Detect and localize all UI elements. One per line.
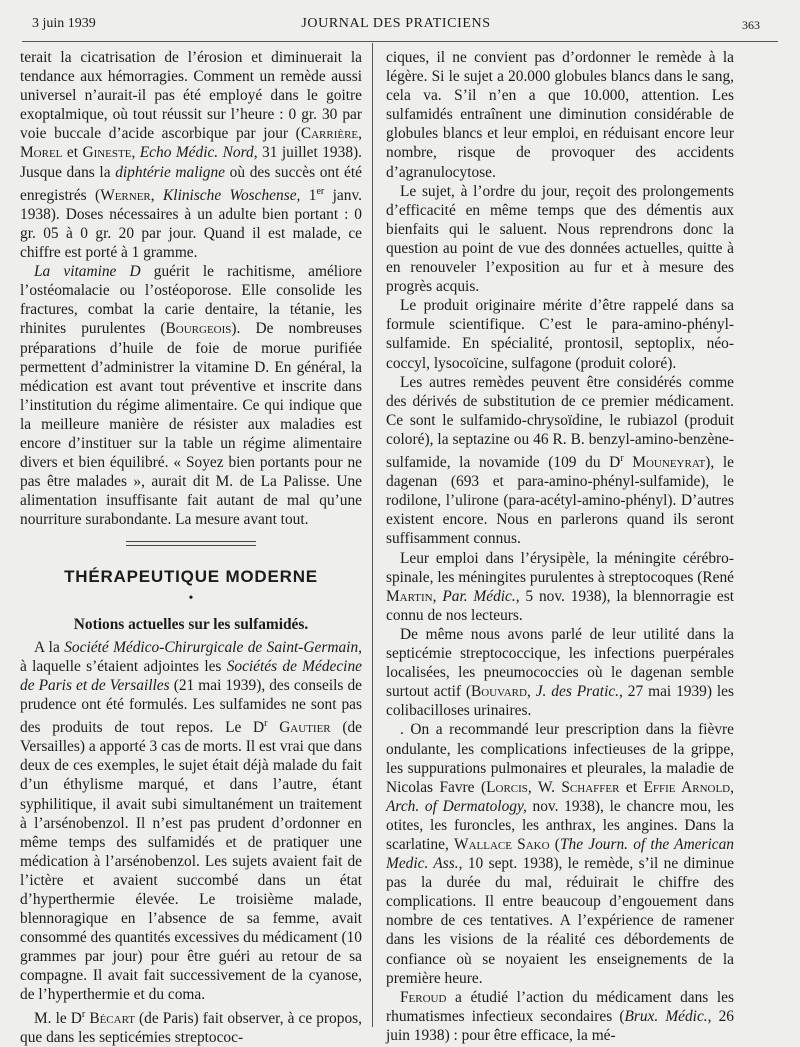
paragraph: A la Société Médico-Chirurgicale de Saint-Germain, à laquelle s’étaient adjointes les Sociétés de Médecine de Paris et de Versailles (21 mai 1939), des conseils de prudence ont été formulés. Les sulfamides ne sont pas des produits de tout repos. Le $D^r$ Gautier (de Versailles) a apporté 3 cas de morts. Il est vrai que dans deux de ces exemples, le sujet était déjà malade du fait d’un éthylisme marqué, et dans l’autre, étant syphilitique, il avait subi simultanément un traitement à l’arsénobenzol. Il n’est pas prudent d’ordonner en même temps des sulfamidés et de pratiquer une médication à l’arsénobenzol. Les sujets avaient fait de l’ictère et avaient succombé dans un état d’hyperthermie élevée. Le troisième malade, blennoragique en l’absence de sa femme, avait consommé des quantités excessives du médicament (10 grammes par jour) pour être guéri au retour de sa compagne. Il avait fait successivement de la cyanose, de l’hyperthermie et du coma. bbox=[20, 638, 362, 1004]
paragraph: terait la cicatrisation de l’érosion et diminuerait la tendance aux hémorragies. Comment un remède aussi universel n’aurait-il pas été employé dans le goitre exoptalmique, où tout réussit sur l’heure : 0 gr. 30 par voie buccale d’acide ascorbique par jour (Carrière, Morel et Gineste, Echo Médic. Nord, 31 juillet 1938). Jusque dans la diphtérie maligne où des succès ont été enregistrés (Werner, Klinische Woschense, 1er janv. 1938). Doses nécessaires à un adulte bien portant : 0 gr. 05 à 0 gr. 20 par jour. Quand il est malade, ce chiffre est porté à 1 gramme. bbox=[20, 49, 362, 262]
paragraph: . On a recommandé leur prescription dans la fièvre ondulante, les complications infectieuses de la grippe, les suppurations pulmonaires et pleurales, la maladie de Nicolas Favre (Lorcis, W. Schaffer et Effie Arnold, Arch. of Dermatology, nov. 1938), le chancre mou, les otites, les furoncles, les anthrax, les angines. Dans la scarlatine, Wallace Sako (The Journ. of the American Medic. Ass., 10 sept. 1938), le remède, s’il ne diminue pas la durée du mal, réduirait le chiffre des complications. Il entre beaucoup d’engouement dans nombre de ces tentatives. A l’expérience de ramener dans les visions de la réalité ces débordements de confiance où se noyaient les enseignements de la première heure. bbox=[386, 721, 734, 987]
column-divider bbox=[372, 43, 373, 1027]
header-page-number: 363 bbox=[742, 18, 760, 32]
paragraph: Feroud a étudié l’action du médicament dans les rhumatismes infectieux secondaires (Brux. Médic., 26 juin 1938) : pour être efficace, la mé- bbox=[386, 988, 734, 1044]
section-separator bbox=[126, 541, 256, 549]
bullet-ornament: • bbox=[188, 590, 194, 606]
paragraph: La vitamine D guérit le rachitisme, améliore l’ostéomalacie ou l’ostéoporose. Elle consolide les fractures, combat la carie dentaire, la tétanie, les rhinites purulentes (Bourgeois). De nombreuses préparations d’huile de foie de morue purifiée permettent d’administrer la vitamine D. En général, la médication est avant tout préventive et inscrite dans l’institution du régime alimentaire. Ce qui indique que la meilleure manière de résister aux maladies est encore d’instituer sur la table un régime alimentaire divers et bien équilibré. « Soyez bien portants pour ne pas être malades », aurait dit M. de La Palisse. Une alimentation insuffisante fait autant de mal qu’une nourriture surabondante. La mesure avant tout. bbox=[20, 263, 363, 529]
section-title: THÉRAPEUTIQUE MODERNE bbox=[64, 567, 318, 587]
paragraph: Le sujet, à l’ordre du jour, reçoit des prolongements d’efficacité en même temps que des démentis aux bienfaits qui le saluent. Nous reprendrons donc la question au point de vue des données actuelles, quitte à en renouveler l’exposition au fur et à mesure des progrès acquis. bbox=[386, 182, 734, 296]
paragraph: Le produit originaire mérite d’être rappelé dans sa formule scientifique. C’est le para-amino-phényl-sulfamide. En spécialité, prontosil, septoplix, néo-coccyl, lysocoïcine, sulfagone (produit coloré). bbox=[386, 297, 734, 372]
header-date: 3 juin 1939 bbox=[32, 16, 96, 31]
right-column bbox=[386, 48, 734, 1045]
paragraph: Leur emploi dans l’érysipèle, la méningite cérébro-spinale, les méningites purulentes à streptocoques (René Martin, Par. Médic., 5 nov. 1938), la blennorragie est connu de nos lecteurs. bbox=[386, 549, 734, 624]
paragraph: Les autres remèdes peuvent être considérés comme des dérivés de substitution de ce premier médicament. Ce sont le sulfamido-chrysoïdine, le rubiazol (produit coloré), la septazine ou 46 R. B. benzyl-amino-benzène-sulfamide, la novamide (109 du $D^r$ Mouneyrat), le dagenan (693 et para-amino-phényl-sulfamide), le rodilone, l’ulirone (para-acétyl-amino-phényl). D’autres existent encore. Nous en parlerons quand ils seront suffisamment connus. bbox=[386, 373, 734, 548]
header-rule bbox=[22, 41, 778, 42]
left-column bbox=[20, 48, 362, 1047]
paragraph: M. le $D^r$ Bécart (de Paris) fait observer, à ce propos, que dans les septicémies streptococ- bbox=[20, 1008, 362, 1046]
running-header bbox=[32, 16, 760, 38]
paragraph: De même nous avons parlé de leur utilité dans la septicémie streptococcique, les infections puerpérales localisées, les pneumococcies où le dagenan semble surtout actif (Bouvard, J. des Pratic., 27 mai 1939) les colibacilloses urinaires. bbox=[386, 625, 734, 720]
subsection-title: Notions actuelles sur les sulfamidés. bbox=[73, 615, 309, 633]
paragraph: ciques, il ne convient pas d’ordonner le remède à la légère. Si le sujet a 20.000 globules blancs dans le sang, cela va. S’il n’en a que 10.000, attention. Les sulfamidés entraînent une diminution considérable de globules blancs et leur emploi, en réduisant encore leur nombre, risque de provoquer des accidents d’agranulocytose. bbox=[386, 49, 734, 181]
header-journal-title: JOURNAL DES PRATICIENS bbox=[301, 16, 491, 31]
